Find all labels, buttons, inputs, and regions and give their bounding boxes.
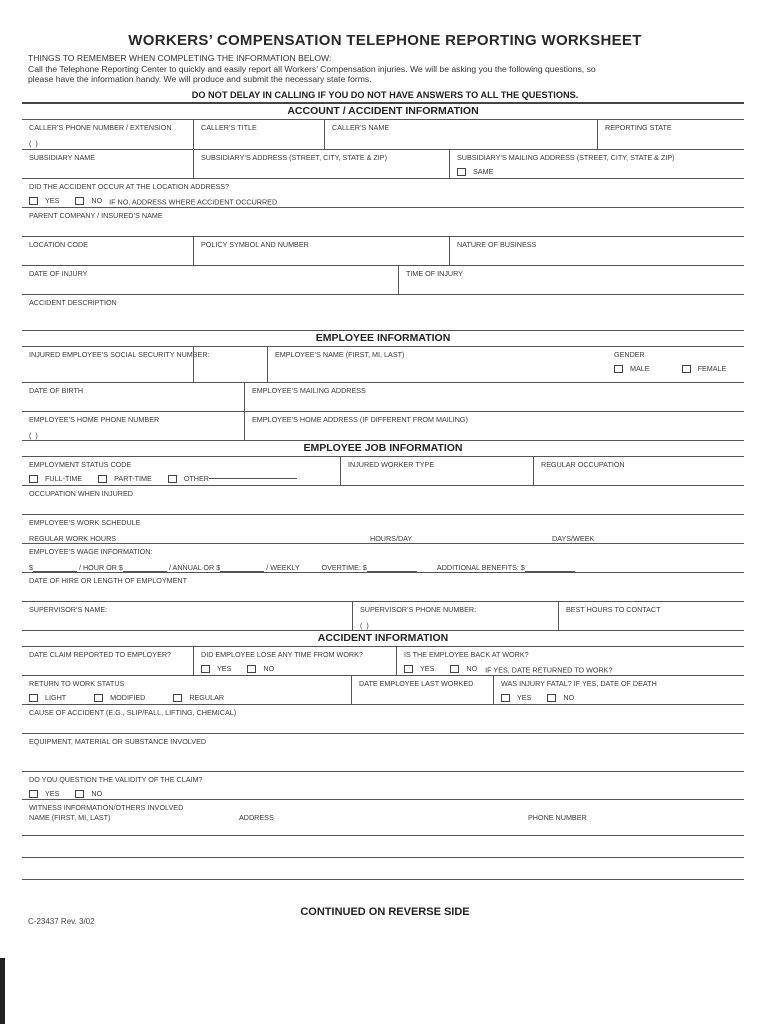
lose-time-no-checkbox[interactable] [247,665,256,673]
accident-location-options [29,196,744,207]
best-hours-label: BEST HOURS TO CONTACT [566,605,661,614]
row-supervisor [22,601,744,630]
row-wage [22,543,744,572]
page-title: WORKERS’ COMPENSATION TELEPHONE REPORTING WORKSHEET [128,32,642,49]
policy-symbol-field[interactable] [193,237,449,265]
intro-text [28,53,740,85]
female-checkbox[interactable] [682,365,691,373]
female-label: FEMALE [697,364,727,373]
gender-label: GENDER [614,350,645,359]
accident-location-question: DID THE ACCIDENT OCCUR AT THE LOCATION ADDRESS? [29,182,230,191]
callers-name-label: CALLER’S NAME [332,123,390,132]
regular-occupation-field[interactable] [533,457,744,485]
same-checkbox[interactable] [457,168,466,176]
same-label: SAME [473,167,494,176]
reporting-state-field[interactable] [597,120,744,149]
location-yes-label: YES [45,196,60,205]
row-return-status [22,675,744,704]
home-phone-parens: ( ) [29,431,39,440]
date-returned-label: IF YES, DATE RETURNED TO WORK? [485,665,613,675]
row-employment-status [22,456,744,485]
callers-phone-field[interactable] [22,120,193,149]
section-heading-accident: ACCIDENT INFORMATION [22,630,744,646]
witness-name-label: NAME (FIRST, MI, LAST) [29,813,111,822]
fatal-label: WAS INJURY FATAL? IF YES, DATE OF DEATH [501,679,657,688]
ssn-field[interactable] [22,347,210,382]
back-at-work-options [404,664,744,675]
wage-field [22,544,744,572]
back-at-work-no-checkbox[interactable] [450,665,459,673]
mailing-address-label: EMPLOYEE’S MAILING ADDRESS [252,386,366,395]
ssn-label: INJURED EMPLOYEE’S SOCIAL SECURITY NUMBER: [29,350,210,359]
section-heading-account: ACCOUNT / ACCIDENT INFORMATION [22,102,744,119]
date-claim-label: DATE CLAIM REPORTED TO EMPLOYER? [29,650,172,659]
witness-phone-label: PHONE NUMBER [528,813,587,822]
additional-benefits-blank[interactable] [525,571,575,572]
back-at-work-no-label: NO [466,664,478,673]
location-code-field[interactable] [22,237,193,265]
occupation-injured-label: OCCUPATION WHEN INJURED [29,489,133,498]
regular-label: REGULAR [189,693,225,702]
wage-dollar-label: $ [29,563,33,572]
callers-phone-parens: ( ) [29,139,39,148]
callers-name-field[interactable] [324,120,597,149]
worksheet-form [22,102,744,881]
last-worked-field[interactable] [351,676,493,704]
part-time-label: PART-TIME [114,474,152,483]
wage-hour-blank[interactable] [33,571,77,572]
nature-of-business-field[interactable] [449,237,744,265]
time-of-injury-field[interactable] [398,266,744,294]
row-accident-location [22,178,744,207]
back-at-work-yes-checkbox[interactable] [404,665,413,673]
row-occupation-injured [22,485,744,514]
row-claim-status [22,646,744,675]
modified-checkbox[interactable] [94,694,103,702]
light-label: LIGHT [45,693,67,702]
other-checkbox[interactable] [168,475,177,483]
date-of-injury-field[interactable] [22,266,398,294]
employment-status-field [22,457,340,485]
row-birth-mailing [22,382,744,411]
employment-status-options [29,474,340,485]
employment-status-label: EMPLOYMENT STATUS CODE [29,460,132,469]
section-heading-job: EMPLOYEE JOB INFORMATION [22,440,744,456]
wage-info-label: EMPLOYEE’S WAGE INFORMATION: [29,547,153,556]
best-hours-field[interactable] [558,602,744,630]
accident-description-label: ACCIDENT DESCRIPTION [29,298,117,307]
row-caller [22,119,744,149]
fatal-yes-checkbox[interactable] [501,694,510,702]
witness-line-3[interactable] [22,879,744,881]
location-yes-checkbox[interactable] [29,197,38,205]
occupation-injured-field[interactable] [22,486,744,514]
wage-line [29,563,744,572]
witness-line-1[interactable] [22,835,744,857]
male-label: MALE [630,364,650,373]
days-week-label: DAYS/WEEK [552,534,595,543]
back-at-work-field [396,647,744,675]
cause-field[interactable] [22,705,744,733]
scan-edge-mark [0,958,5,1024]
ssn-field-part-2[interactable] [193,347,267,382]
back-at-work-yes-label: YES [420,664,435,673]
overtime-label: OVERTIME: $ [321,563,367,572]
lose-time-field [193,647,396,675]
intro-line-2: Call the Telephone Reporting Center to quickly and easily report all Workers’ Compensation injuries. We will be asking you the following questions, so [28,63,596,74]
supervisor-name-field[interactable] [22,602,352,630]
other-label: OTHER [183,474,209,483]
callers-phone-label: CALLER’S PHONE NUMBER / EXTENSION [29,123,172,132]
part-time-checkbox[interactable] [98,475,107,483]
subsidiary-address-field[interactable] [193,150,449,178]
wage-annual-label: / ANNUAL OR $ [168,563,221,572]
supervisor-phone-label: SUPERVISOR’S PHONE NUMBER: [360,605,477,614]
wage-weekly-label: / WEEKLY [266,563,300,572]
subsidiary-name-field[interactable] [22,150,193,178]
home-address-field[interactable] [244,412,744,440]
date-of-birth-label: DATE OF BIRTH [29,386,84,395]
location-no-checkbox[interactable] [75,197,84,205]
if-no-address-label: IF NO, ADDRESS WHERE ACCIDENT OCCURRED [109,197,278,207]
fatal-no-checkbox[interactable] [547,694,556,702]
callers-title-label: CALLER’S TITLE [201,123,257,132]
other-blank[interactable] [209,478,297,479]
cause-label: CAUSE OF ACCIDENT (E.G., SLIP/FALL, LIFTING, CHEMICAL) [29,708,237,717]
date-of-hire-field[interactable] [22,573,744,601]
intro-line-1: THINGS TO REMEMBER WHEN COMPLETING THE INFORMATION BELOW: [28,53,332,63]
employee-name-field[interactable] [267,347,607,382]
subsidiary-address-label: SUBSIDIARY’S ADDRESS (STREET, CITY, STATE & ZIP) [201,153,387,162]
employee-name-label: EMPLOYEE’S NAME (FIRST, MI, LAST) [275,350,405,359]
row-work-schedule [22,514,744,543]
row-employee-identity [22,346,744,382]
subsidiary-name-label: SUBSIDIARY NAME [29,153,96,162]
reporting-state-label: REPORTING STATE [605,123,672,132]
validity-label: DO YOU QUESTION THE VALIDITY OF THE CLAIM? [29,775,203,784]
warning-notice: DO NOT DELAY IN CALLING IF YOU DO NOT HAVE ANSWERS TO ALL THE QUESTIONS. [191,90,579,100]
hours-day-label: HOURS/DAY [370,534,413,543]
overtime-blank[interactable] [367,571,417,572]
continued-notice: CONTINUED ON REVERSE SIDE [300,906,470,918]
work-schedule-label: EMPLOYEE’S WORK SCHEDULE [29,518,141,527]
lose-time-label: DID EMPLOYEE LOSE ANY TIME FROM WORK? [201,650,363,659]
additional-benefits-label: ADDITIONAL BENEFITS: $ [436,563,525,572]
mailing-address-field[interactable] [244,383,744,411]
parent-company-field[interactable] [22,208,744,236]
gender-field [607,347,744,382]
supervisor-phone-field[interactable] [352,602,558,630]
row-accident-description [22,294,744,330]
form-code: C-23437 Rev. 3/02 [28,917,95,926]
full-time-checkbox[interactable] [29,475,38,483]
modified-label: MODIFIED [110,693,146,702]
intro-line-3: please have the information handy. We will produce and submit the necessary state forms. [28,74,372,84]
row-witness [22,799,744,835]
row-date-of-hire [22,572,744,601]
home-phone-label: EMPLOYEE’S HOME PHONE NUMBER [29,415,160,424]
subsidiary-mailing-field[interactable] [449,150,744,178]
fatal-no-label: NO [563,693,575,702]
equipment-field[interactable] [22,734,744,771]
validity-yes-checkbox[interactable] [29,790,38,798]
supervisor-name-label: SUPERVISOR’S NAME: [29,605,108,614]
subsidiary-mailing-label: SUBSIDIARY’S MAILING ADDRESS (STREET, CITY, STATE & ZIP) [457,153,675,162]
regular-occupation-label: REGULAR OCCUPATION [541,460,625,469]
row-injury-date [22,265,744,294]
home-address-label: EMPLOYEE’S HOME ADDRESS (IF DIFFERENT FROM MAILING) [252,415,468,424]
light-checkbox[interactable] [29,694,38,702]
wage-weekly-blank[interactable] [220,571,264,572]
lose-time-yes-label: YES [217,664,232,673]
validity-field [22,772,744,799]
row-location [22,236,744,265]
witness-label: WITNESS INFORMATION/OTHERS INVOLVED [29,803,184,812]
return-status-field [22,676,351,704]
witness-field [22,800,744,835]
validity-no-label: NO [91,789,103,798]
back-at-work-label: IS THE EMPLOYEE BACK AT WORK? [404,650,529,659]
work-hours-line [29,534,744,543]
work-schedule-field [22,515,744,543]
gender-options [614,364,744,375]
time-of-injury-label: TIME OF INJURY [406,269,463,278]
return-status-label: RETURN TO WORK STATUS [29,679,125,688]
row-equipment [22,733,744,771]
fatal-options [501,693,744,704]
worker-type-field[interactable] [340,457,533,485]
regular-hours-label: REGULAR WORK HOURS [29,534,117,543]
location-code-label: LOCATION CODE [29,240,88,249]
row-cause [22,704,744,733]
row-home-contact [22,411,744,440]
supervisor-phone-parens: ( ) [360,621,370,630]
home-phone-field[interactable] [22,412,244,440]
wage-annual-blank[interactable] [123,571,167,572]
callers-title-field[interactable] [193,120,324,149]
date-of-hire-label: DATE OF HIRE OR LENGTH OF EMPLOYMENT [29,576,188,585]
same-option [457,167,744,178]
row-subsidiary [22,149,744,178]
date-of-birth-field[interactable] [22,383,244,411]
male-checkbox[interactable] [614,365,623,373]
wage-hour-label: / HOUR OR $ [79,563,123,572]
fatal-yes-label: YES [517,693,532,702]
witness-columns [29,813,744,822]
equipment-label: EQUIPMENT, MATERIAL OR SUBSTANCE INVOLVED [29,737,207,746]
nature-of-business-label: NATURE OF BUSINESS [457,240,537,249]
policy-symbol-label: POLICY SYMBOL AND NUMBER [201,240,309,249]
accident-location-field [22,179,744,207]
full-time-label: FULL-TIME [45,474,83,483]
last-worked-label: DATE EMPLOYEE LAST WORKED [359,679,474,688]
worker-type-label: INJURED WORKER TYPE [348,460,435,469]
witness-address-label: ADDRESS [239,813,274,822]
lose-time-yes-checkbox[interactable] [201,665,210,673]
date-of-injury-label: DATE OF INJURY [29,269,88,278]
regular-checkbox[interactable] [173,694,182,702]
validity-no-checkbox[interactable] [75,790,84,798]
validity-options [29,789,744,800]
return-status-options [29,693,351,704]
accident-description-field[interactable] [22,295,744,330]
lose-time-options [201,664,396,675]
section-heading-employee: EMPLOYEE INFORMATION [22,330,744,346]
location-no-label: NO [91,196,103,205]
row-parent-company [22,207,744,236]
date-claim-field[interactable] [22,647,193,675]
parent-company-label: PARENT COMPANY / INSURED’S NAME [29,211,163,220]
validity-yes-label: YES [45,789,60,798]
witness-line-2[interactable] [22,857,744,879]
row-validity [22,771,744,799]
lose-time-no-label: NO [263,664,275,673]
fatal-field [493,676,744,704]
